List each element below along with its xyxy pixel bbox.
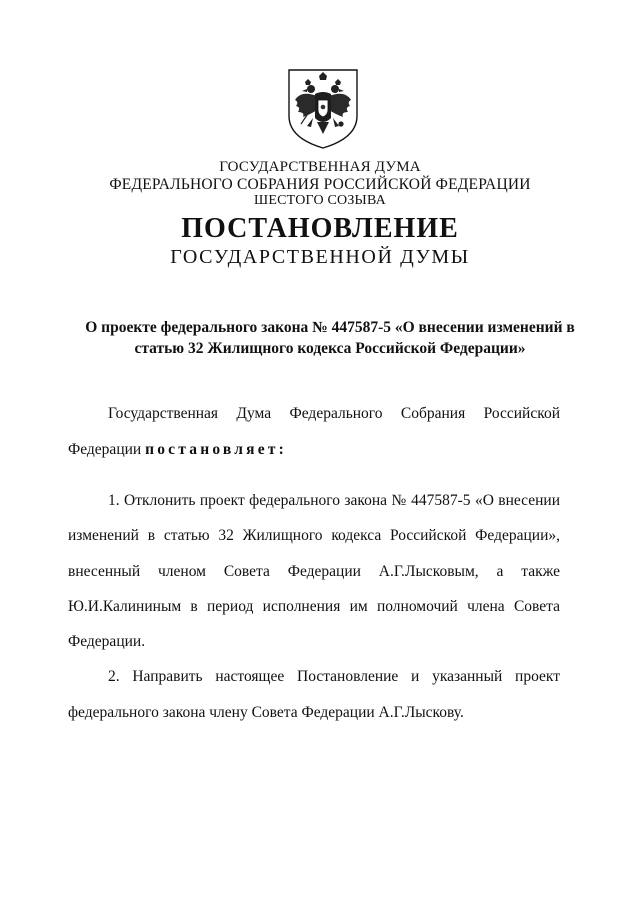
preamble-line-2 xyxy=(68,441,560,459)
item-2-line-2: федерального закона члену Совета Федерации А.Г.Лыскову. xyxy=(68,704,464,721)
preamble-line-1: Государственная Дума Федерального Собрания Российской xyxy=(108,405,560,422)
coat-of-arms-emblem xyxy=(283,66,363,150)
item-2-line-1: 2. Направить настоящее Постановление и указанный проект xyxy=(108,668,560,685)
item-1-line-2: изменений в статью 32 Жилищного кодекса Российской Федерации», xyxy=(68,527,560,544)
item-1-line-5: Федерации. xyxy=(68,633,146,650)
document-title: ПОСТАНОВЛЕНИЕ xyxy=(181,213,459,244)
header-line-assembly: ФЕДЕРАЛЬНОГО СОБРАНИЯ РОССИЙСКОЙ ФЕДЕРАЦИИ xyxy=(109,176,531,193)
subject-line-2: статью 32 Жилищного кодекса Российской Федерации» xyxy=(134,340,526,357)
item-1-line-3: внесенный членом Совета Федерации А.Г.Лысковым, а также xyxy=(68,563,560,580)
item-1-line-1: 1. Отклонить проект федерального закона № 447587-5 «О внесении xyxy=(108,492,560,509)
preamble-line-2-start: Федерации xyxy=(68,441,142,458)
double-headed-eagle-icon xyxy=(283,66,363,150)
resolution-subject xyxy=(60,317,600,359)
header-line-duma: ГОСУДАРСТВЕННАЯ ДУМА xyxy=(219,159,421,175)
item-1-line-4: Ю.И.Калининым в период исполнения им полномочий члена Совета xyxy=(68,598,560,615)
document-subtitle: ГОСУДАРСТВЕННОЙ ДУМЫ xyxy=(170,246,470,268)
subject-line-1: О проекте федерального закона № 447587-5 «О внесении изменений в xyxy=(85,319,575,336)
header-line-convocation: ШЕСТОГО СОЗЫВА xyxy=(254,193,386,208)
preamble-resolves: постановляет: xyxy=(145,441,287,458)
